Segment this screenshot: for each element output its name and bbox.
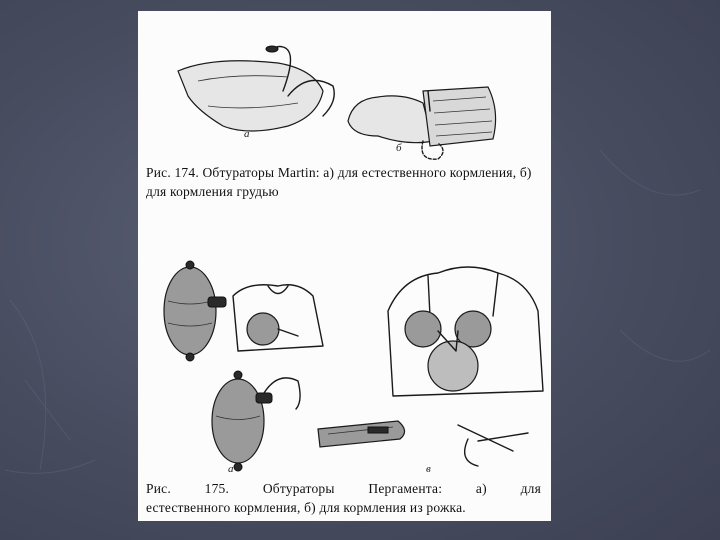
figure-175-caption-line2: естественного кормления, б) для кормления из рожка. — [146, 500, 466, 515]
obturator-martin-a-drawing — [178, 46, 334, 131]
figure-175-label-b: в — [426, 463, 431, 475]
caption-word: Рис. — [146, 481, 171, 496]
figure-panel — [138, 11, 551, 521]
caption-word: 175. — [204, 481, 230, 496]
feeding-posture-large — [388, 267, 543, 396]
caption-word: для — [520, 481, 541, 496]
medical-illustrations — [138, 11, 551, 521]
figure-175-caption-line1 — [146, 479, 541, 498]
obturator-martin-b-drawing — [348, 87, 496, 159]
obturator-pergament-oval-top — [164, 261, 226, 361]
figure-174-caption: Рис. 174. Обтураторы Martin: а) для естественного кормления, б) для кормления грудью — [146, 165, 532, 199]
figure-174-label-a: а — [244, 128, 250, 140]
caption-word: Обтураторы — [262, 481, 335, 496]
feeding-posture-small — [233, 285, 323, 351]
obturator-pergament-oval-bottom — [212, 371, 300, 471]
figure-174-label-b: б — [396, 142, 402, 154]
figure-175-caption — [146, 479, 541, 517]
figure-175-label-a: а — [228, 463, 234, 475]
caption-word: Пергамента: — [368, 481, 443, 496]
obturator-pergament-bottle-drawing — [318, 421, 528, 466]
caption-word: а) — [475, 481, 487, 496]
